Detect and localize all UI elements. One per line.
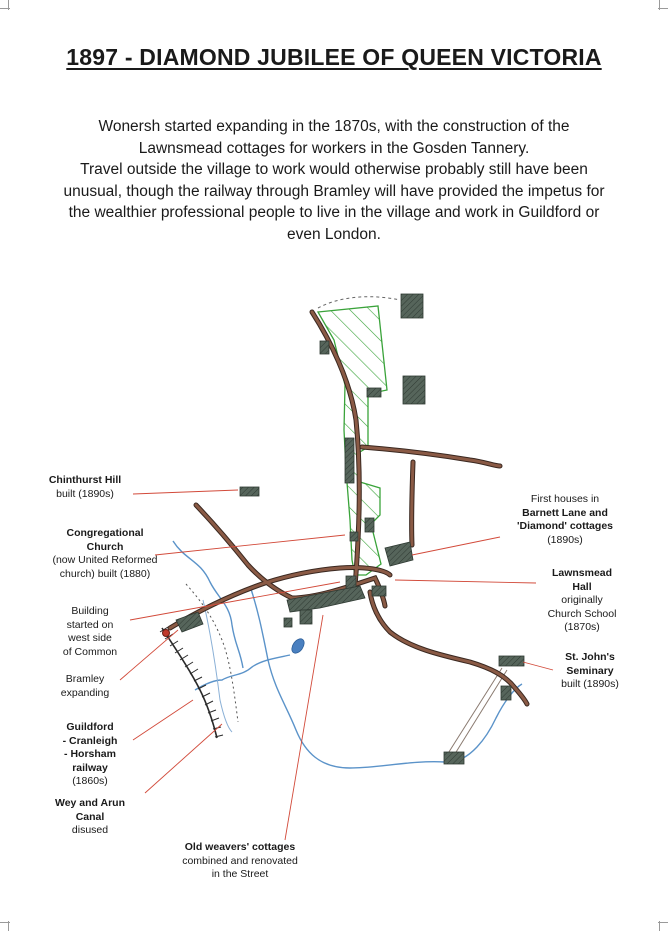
leader-chinthurst <box>133 490 238 494</box>
building <box>372 586 386 596</box>
building <box>284 618 292 627</box>
station-icon <box>163 630 170 637</box>
building <box>385 542 413 566</box>
building <box>367 388 381 397</box>
stream-east <box>250 586 522 768</box>
leader-canal <box>145 724 222 793</box>
label-st-johns-seminary: St. John's Seminary built (1890s) <box>561 651 619 690</box>
leader-railway <box>133 700 193 740</box>
leader-weavers <box>285 615 323 840</box>
pond <box>289 637 306 656</box>
label-railway: Guildford - Cranleigh - Horsham railway (1860s) <box>62 721 118 787</box>
label-chinthurst-hill: Chinthurst Hill built (1890s) <box>48 474 122 500</box>
canal-line <box>203 600 232 732</box>
intro-paragraph-1: Wonersh started expanding in the 1870s, with the construction of the Lawnsmead cottages for workers in the Gosden Tannery. <box>98 118 570 157</box>
crop-mark <box>0 8 10 9</box>
intro-paragraph-2: Travel outside the village to work would otherwise probably still have been unusual, though the railway through Bramley will have provided the impetus for the wealthier professional people to live in the village and work in Guildford or even London. <box>63 161 605 243</box>
dashed-track <box>318 297 400 308</box>
building <box>401 294 423 318</box>
lane-st-johns <box>447 668 507 757</box>
railway-line <box>160 627 223 738</box>
leader-congregational <box>155 535 345 555</box>
label-barnett-lane: First houses in Barnett Lane and 'Diamond' cottages (1890s) <box>516 493 613 546</box>
building <box>501 686 511 700</box>
building <box>320 341 329 354</box>
page-title: 1897 - DIAMOND JUBILEE OF QUEEN VICTORIA <box>66 44 602 70</box>
building <box>444 752 464 764</box>
leader-lawnsmead <box>395 580 536 583</box>
crop-mark <box>658 8 668 9</box>
label-congregational-church: Congregational Church (now United Reformed church) built (1880) <box>52 527 158 580</box>
water-courses <box>173 541 522 768</box>
label-old-weavers-cottages: Old weavers' cottages combined and renovated in the Street <box>182 841 298 880</box>
building <box>176 612 203 632</box>
building <box>499 656 524 666</box>
label-wey-arun-canal: Wey and Arun Canal disused <box>54 797 125 836</box>
building <box>240 487 259 496</box>
building <box>350 532 358 541</box>
building <box>365 518 374 532</box>
building <box>403 376 425 404</box>
crop-mark <box>0 922 10 923</box>
crop-mark <box>658 922 668 923</box>
leader-barnett <box>412 537 500 555</box>
label-lawnsmead-hall: Lawnsmead Hall originally Church School (1870s) <box>547 567 617 633</box>
label-bramley-expanding: Bramley expanding <box>60 673 110 699</box>
building <box>345 438 354 483</box>
label-building-started: Building started on west side of Common <box>62 605 118 658</box>
building <box>300 610 312 624</box>
